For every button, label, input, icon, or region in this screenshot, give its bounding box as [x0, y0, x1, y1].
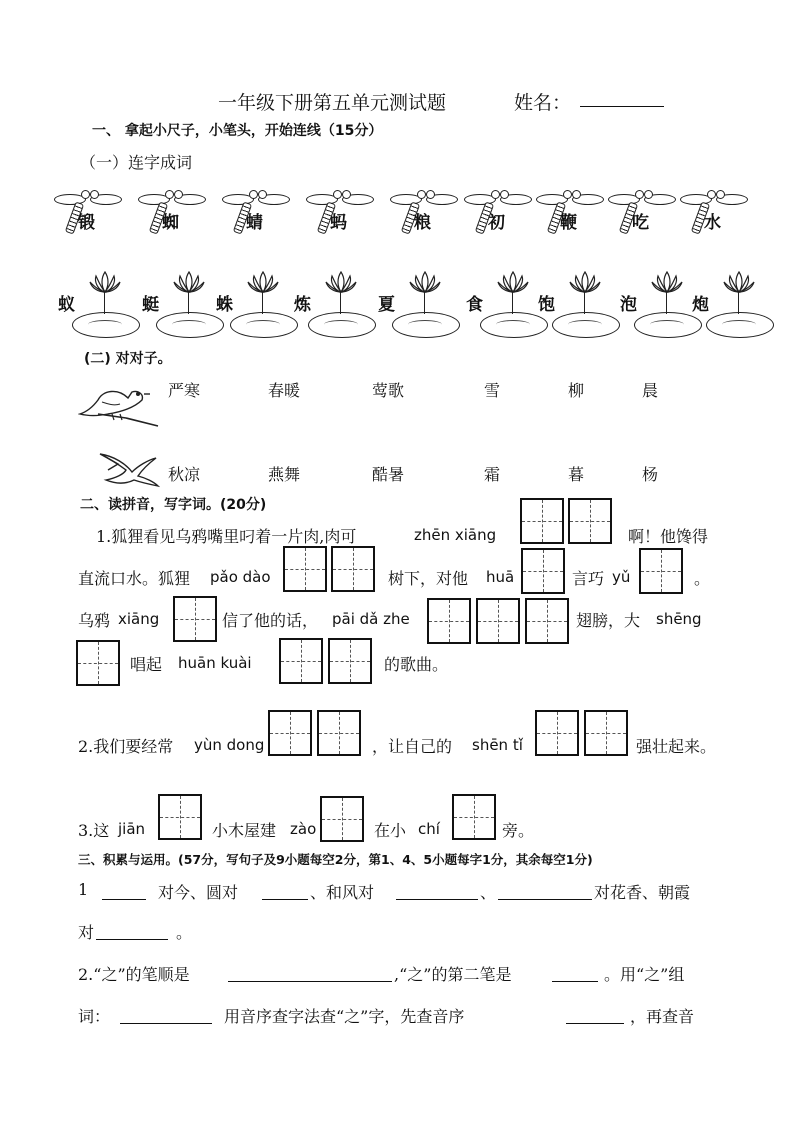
- lotus-char: 蛛: [216, 290, 233, 315]
- couplet-word[interactable]: 春暖: [268, 381, 301, 400]
- grid-box[interactable]: [283, 546, 327, 592]
- section-1-heading: 一、 拿起小尺子，小笔头，开始连线（15分）: [92, 123, 383, 139]
- q3-pinyin-chi: chí: [418, 820, 440, 838]
- q2-text: 2.我们要经常: [78, 737, 174, 756]
- lotus-card[interactable]: [216, 270, 298, 338]
- dragonfly-char: 初: [488, 213, 505, 233]
- q1-line3-text: 乌鸦: [78, 611, 111, 630]
- couplet-word[interactable]: 霜: [484, 465, 501, 484]
- q3-mid: 小木屋建: [212, 821, 277, 840]
- page-title: 一年级下册第五单元测试题: [218, 92, 447, 114]
- answer-blank[interactable]: [102, 898, 146, 900]
- couplet-word[interactable]: 酷暑: [372, 465, 405, 484]
- grid-box[interactable]: [317, 710, 361, 756]
- q3-pinyin-jian: jiān: [118, 820, 146, 838]
- q1-line4-end: 的歌曲。: [384, 655, 449, 674]
- answer-blank[interactable]: [262, 898, 308, 900]
- q1-line2-mid: 树下，对他: [388, 569, 469, 588]
- q1-line2-end: 。: [694, 569, 711, 588]
- s3-q1-g: 。: [176, 923, 193, 942]
- grid-box[interactable]: [568, 498, 612, 544]
- s3-q1-num: 1: [78, 880, 89, 899]
- section-1-sub-2: (二) 对对子。: [84, 351, 172, 367]
- grid-box[interactable]: [331, 546, 375, 592]
- grid-box[interactable]: [279, 638, 323, 684]
- q1-pinyin-paidazhe: pāi dǎ zhe: [332, 610, 410, 628]
- lotus-char: 蚁: [58, 290, 75, 315]
- dragonfly-card[interactable]: [304, 190, 374, 240]
- dragonfly-char: 水: [704, 213, 721, 233]
- q1-pinyin-xiang: xiāng: [118, 610, 160, 628]
- dragonfly-card[interactable]: [606, 190, 676, 240]
- couplet-word[interactable]: 暮: [568, 465, 585, 484]
- q2-mid: ，让自己的: [372, 737, 453, 756]
- s3-q2-b: ,“之”的第二笔是: [394, 965, 512, 984]
- q2-pinyin-shenti: shēn tǐ: [472, 736, 523, 754]
- q1-pinyin-paodao: pǎo dào: [210, 568, 271, 586]
- couplet-word[interactable]: 雪: [484, 381, 501, 400]
- lotus-card[interactable]: [466, 270, 548, 338]
- grid-box[interactable]: [76, 640, 120, 686]
- lotus-char: 炼: [294, 290, 311, 315]
- s3-q1-d: 、: [480, 883, 497, 902]
- name-blank[interactable]: [580, 106, 664, 107]
- s3-q1-c: 、和风对: [310, 883, 375, 902]
- q2-end: 强壮起来。: [636, 737, 717, 756]
- answer-blank[interactable]: [498, 898, 592, 900]
- section-1-sub-1: （一）连字成词: [80, 153, 193, 172]
- answer-blank[interactable]: [96, 938, 168, 940]
- q2-pinyin-yundong: yùn dong: [194, 736, 265, 754]
- s3-q2-f: ，再查音: [630, 1007, 695, 1026]
- answer-blank[interactable]: [228, 980, 392, 982]
- grid-box[interactable]: [535, 710, 579, 756]
- q3-pinyin-zao: zào: [290, 820, 317, 838]
- lotus-char: 炮: [692, 290, 709, 315]
- q1-pinyin-huankuai: huān kuài: [178, 654, 252, 672]
- q3-mid2: 在小: [374, 821, 407, 840]
- answer-blank[interactable]: [552, 980, 598, 982]
- q1-line4-mid: 唱起: [130, 655, 163, 674]
- q1-line3-mid: 信了他的话，: [222, 611, 319, 630]
- lotus-card[interactable]: [538, 270, 620, 338]
- q1-line3-mid2: 翅膀，大: [576, 611, 641, 630]
- q1-pinyin-hua: huā: [486, 568, 515, 586]
- bird-icon: [78, 378, 160, 440]
- grid-box[interactable]: [320, 796, 364, 842]
- couplet-word[interactable]: 晨: [642, 381, 659, 400]
- couplet-word[interactable]: 柳: [568, 381, 585, 400]
- dragonfly-card[interactable]: [678, 190, 748, 240]
- grid-box[interactable]: [328, 638, 372, 684]
- grid-box[interactable]: [521, 548, 565, 594]
- lotus-card[interactable]: [620, 270, 702, 338]
- lotus-card[interactable]: [378, 270, 460, 338]
- lotus-card[interactable]: [692, 270, 774, 338]
- lotus-card[interactable]: [142, 270, 224, 338]
- couplet-word[interactable]: 严寒: [168, 381, 201, 400]
- q3-text: 3.这: [78, 821, 110, 840]
- couplet-word[interactable]: 莺歌: [372, 381, 405, 400]
- grid-box[interactable]: [427, 598, 471, 644]
- section-2-heading: 二、读拼音，写字词。(20分): [80, 497, 267, 513]
- lotus-card[interactable]: [58, 270, 140, 338]
- lotus-card[interactable]: [294, 270, 376, 338]
- s3-q2-d: 词：: [78, 1007, 111, 1026]
- lotus-char: 泡: [620, 290, 637, 315]
- name-label: 姓名：: [514, 92, 572, 114]
- dragonfly-char: 蚂: [330, 213, 347, 233]
- lotus-char: 蜓: [142, 290, 159, 315]
- grid-box[interactable]: [158, 794, 202, 840]
- grid-box[interactable]: [584, 710, 628, 756]
- q1-line2-text: 直流口水。狐狸: [78, 569, 191, 588]
- dragonfly-char: 蜻: [246, 213, 263, 233]
- grid-box[interactable]: [268, 710, 312, 756]
- dragonfly-card[interactable]: [534, 190, 604, 240]
- s3-q2-e: 用音序查字法查“之”字，先查音序: [224, 1007, 465, 1026]
- q1-pinyin-sheng: shēng: [656, 610, 702, 628]
- grid-box[interactable]: [476, 598, 520, 644]
- q3-end: 旁。: [502, 821, 535, 840]
- q1-line1-end: 啊！他馋得: [628, 527, 709, 546]
- dragonfly-card[interactable]: [52, 190, 122, 240]
- couplet-word[interactable]: 燕舞: [268, 465, 301, 484]
- lotus-char: 夏: [378, 290, 395, 315]
- answer-blank[interactable]: [120, 1022, 212, 1024]
- s3-q2-c: 。用“之”组: [604, 965, 685, 984]
- section-3-heading: 三、积累与运用。(57分，写句子及9小题每空2分，第1、4、5小题每字1分，其余每空1分): [78, 852, 593, 867]
- dragonfly-card[interactable]: [462, 190, 532, 240]
- dragonfly-card[interactable]: [220, 190, 290, 240]
- couplet-word[interactable]: 杨: [642, 465, 659, 484]
- dragonfly-char: 鞭: [560, 213, 577, 233]
- grid-box[interactable]: [520, 498, 564, 544]
- couplet-word[interactable]: 秋凉: [168, 465, 201, 484]
- q1-line1-text: 1.狐狸看见乌鸦嘴里叼着一片肉,肉可: [96, 527, 357, 546]
- s3-q1-b: 对今、圆对: [158, 883, 239, 902]
- grid-box[interactable]: [525, 598, 569, 644]
- s3-q1-e: 对花香、朝霞: [594, 883, 691, 902]
- grid-box[interactable]: [173, 596, 217, 642]
- answer-blank[interactable]: [566, 1022, 624, 1024]
- dragonfly-char: 吃: [632, 213, 649, 233]
- grid-box[interactable]: [639, 548, 683, 594]
- s3-q2-a: 2.“之”的笔顺是: [78, 965, 190, 984]
- dragonfly-char: 锻: [78, 213, 95, 233]
- q1-pinyin-zhenxiang: zhēn xiāng: [414, 526, 497, 544]
- lotus-char: 食: [466, 290, 483, 315]
- grid-box[interactable]: [452, 794, 496, 840]
- swallow-icon: [96, 448, 160, 488]
- q1-line2-mid2: 言巧: [572, 569, 605, 588]
- dragonfly-card[interactable]: [136, 190, 206, 240]
- dragonfly-char: 蜘: [162, 213, 179, 233]
- s3-q1-f: 对: [78, 923, 95, 942]
- answer-blank[interactable]: [396, 898, 478, 900]
- lotus-char: 饱: [538, 290, 555, 315]
- dragonfly-char: 粮: [414, 213, 431, 233]
- dragonfly-card[interactable]: [388, 190, 458, 240]
- q1-pinyin-yu: yǔ: [612, 568, 631, 586]
